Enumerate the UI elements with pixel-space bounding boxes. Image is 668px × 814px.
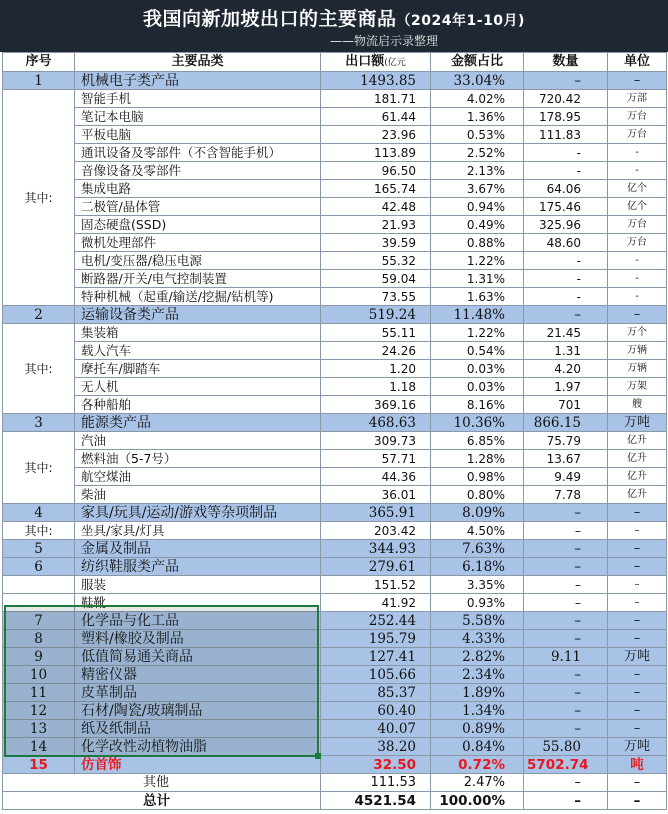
category-row (3, 666, 667, 684)
cell-name[interactable]: 柴油 (75, 486, 321, 504)
cell-name[interactable]: 低值简易通关商品 (75, 648, 321, 666)
cell-unit[interactable]: – (608, 72, 667, 90)
category-row (3, 684, 667, 702)
col-header-qty[interactable]: 数量 (524, 53, 608, 72)
cell-export[interactable]: 21.93 (321, 216, 431, 234)
cell-export[interactable]: 165.74 (321, 180, 431, 198)
cell-name[interactable]: 化学品与化工品 (75, 612, 321, 630)
cell-name[interactable]: 特种机械（起重/输送/挖掘/钻机等) (75, 288, 321, 306)
total-row (3, 792, 667, 810)
cell-share[interactable]: 8.09% (431, 504, 524, 522)
cell-export[interactable]: 365.91 (321, 504, 431, 522)
cell-unit[interactable]: 亿升 (608, 468, 667, 486)
cell-export[interactable]: 36.01 (321, 486, 431, 504)
sub-item-row (3, 468, 667, 486)
cell-share[interactable]: 7.63% (431, 540, 524, 558)
cell-qty[interactable]: – (524, 540, 608, 558)
cell-share[interactable]: 2.13% (431, 162, 524, 180)
cell-export[interactable]: 61.44 (321, 108, 431, 126)
cell-qty[interactable]: 178.95 (524, 108, 608, 126)
cell-unit[interactable]: - (608, 144, 667, 162)
cell-name[interactable]: 智能手机 (75, 90, 321, 108)
col-header-export[interactable]: 出口额(亿元 (321, 53, 431, 72)
cell-name[interactable]: 金属及制品 (75, 540, 321, 558)
sub-item-row (3, 378, 667, 396)
cell-no[interactable]: 6 (3, 558, 75, 576)
cell-unit[interactable]: 吨 (608, 756, 667, 774)
header-row (3, 53, 667, 72)
cell-qty[interactable]: – (524, 666, 608, 684)
cell-unit[interactable]: - (608, 252, 667, 270)
cell-name[interactable]: 皮革制品 (75, 684, 321, 702)
cell-unit[interactable]: – (608, 702, 667, 720)
sub-item-row (3, 396, 667, 414)
category-row (3, 738, 667, 756)
cell-no[interactable]: 8 (3, 630, 75, 648)
cell-export[interactable]: 59.04 (321, 270, 431, 288)
cell-name[interactable]: 摩托车/脚踏车 (75, 360, 321, 378)
cell-of-which[interactable]: 其中: (3, 324, 75, 414)
cell-export[interactable]: 195.79 (321, 630, 431, 648)
category-row (3, 648, 667, 666)
cell-unit[interactable]: 亿个 (608, 198, 667, 216)
cell-unit[interactable]: 万部 (608, 90, 667, 108)
cell-qty[interactable]: 1.97 (524, 378, 608, 396)
cell-qty[interactable]: 64.06 (524, 180, 608, 198)
cell-name[interactable]: 载人汽车 (75, 342, 321, 360)
cell-name[interactable]: 平板电脑 (75, 126, 321, 144)
category-row (3, 540, 667, 558)
category-row (3, 504, 667, 522)
cell-share[interactable]: 2.34% (431, 666, 524, 684)
cell-name[interactable]: 精密仪器 (75, 666, 321, 684)
cell-qty[interactable]: 48.60 (524, 234, 608, 252)
cell-unit[interactable]: – (608, 774, 667, 792)
sub-item-row (3, 180, 667, 198)
cell-share[interactable]: 0.93% (431, 594, 524, 612)
cell-name[interactable]: 纺织鞋服类产品 (75, 558, 321, 576)
cell-qty[interactable]: – (524, 792, 608, 810)
sub-item-row (3, 252, 667, 270)
cell-share[interactable]: 1.28% (431, 450, 524, 468)
cell-name[interactable]: 坐具/家具/灯具 (75, 522, 321, 540)
page-title: 我国向新加坡出口的主要商品（2024年1-10月) (143, 8, 525, 30)
cell-qty[interactable]: 9.49 (524, 468, 608, 486)
cell-export[interactable]: 151.52 (321, 576, 431, 594)
category-row (3, 720, 667, 738)
cell-unit[interactable]: – (608, 576, 667, 594)
cell-name[interactable]: 断路器/开关/电气控制装置 (75, 270, 321, 288)
cell-no[interactable]: 13 (3, 720, 75, 738)
cell-no[interactable]: 2 (3, 306, 75, 324)
cell-no[interactable]: 9 (3, 648, 75, 666)
cell-export[interactable]: 55.11 (321, 324, 431, 342)
sub-item-row (3, 198, 667, 216)
cell-unit[interactable]: – (608, 792, 667, 810)
cell-share[interactable]: 0.80% (431, 486, 524, 504)
cell-export[interactable]: 32.50 (321, 756, 431, 774)
cell-export[interactable]: 181.71 (321, 90, 431, 108)
cell-name[interactable]: 通讯设备及零部件（不含智能手机） (75, 144, 321, 162)
cell-export[interactable]: 519.24 (321, 306, 431, 324)
cell-qty[interactable]: 13.67 (524, 450, 608, 468)
cell-qty[interactable]: 720.42 (524, 90, 608, 108)
sub-item-row (3, 108, 667, 126)
cell-of-which[interactable]: 其中: (3, 90, 75, 306)
sub-item-row (3, 450, 667, 468)
cell-no[interactable]: 10 (3, 666, 75, 684)
cell-share[interactable]: 0.03% (431, 378, 524, 396)
cell-unit[interactable]: – (608, 594, 667, 612)
cell-export[interactable]: 55.32 (321, 252, 431, 270)
cell-share[interactable]: 1.31% (431, 270, 524, 288)
cell-unit[interactable]: – (608, 684, 667, 702)
cell-no[interactable]: 12 (3, 702, 75, 720)
cell-qty[interactable]: - (524, 162, 608, 180)
col-header-share[interactable]: 金额占比 (431, 53, 524, 72)
cell-no[interactable]: 1 (3, 72, 75, 90)
cell-qty[interactable]: – (524, 612, 608, 630)
cell-export[interactable]: 1.20 (321, 360, 431, 378)
cell-share[interactable]: 2.52% (431, 144, 524, 162)
cell-export[interactable]: 113.89 (321, 144, 431, 162)
cell-qty[interactable]: 701 (524, 396, 608, 414)
cell-share[interactable]: 11.48% (431, 306, 524, 324)
col-header-name[interactable]: 主要品类 (75, 53, 321, 72)
category-row (3, 630, 667, 648)
cell-share[interactable]: 0.84% (431, 738, 524, 756)
cell-qty[interactable]: – (524, 594, 608, 612)
cell-unit[interactable]: 亿升 (608, 432, 667, 450)
cell-no[interactable]: 其他 (3, 774, 321, 792)
cell-name[interactable]: 塑料/橡胶及制品 (75, 630, 321, 648)
cell-share[interactable]: 1.34% (431, 702, 524, 720)
cell-export[interactable]: 4521.54 (321, 792, 431, 810)
cell-export[interactable]: 279.61 (321, 558, 431, 576)
sub-item-row (3, 162, 667, 180)
title-period: （2024年1-10月) (396, 13, 525, 29)
cell-unit[interactable]: 万吨 (608, 738, 667, 756)
cell-no[interactable]: 14 (3, 738, 75, 756)
cell-name[interactable]: 微机处理部件 (75, 234, 321, 252)
cell-unit[interactable]: – (608, 630, 667, 648)
cell-qty[interactable]: – (524, 306, 608, 324)
cell-export[interactable]: 44.36 (321, 468, 431, 486)
cell-share[interactable]: 4.02% (431, 90, 524, 108)
cell-export[interactable]: 1.18 (321, 378, 431, 396)
cell-unit[interactable]: – (608, 504, 667, 522)
sub-item-row (3, 270, 667, 288)
cell-name[interactable]: 运输设备类产品 (75, 306, 321, 324)
sub-item-row (3, 288, 667, 306)
cell-export[interactable]: 41.92 (321, 594, 431, 612)
cell-qty[interactable]: – (524, 630, 608, 648)
cell-qty[interactable]: - (524, 252, 608, 270)
cell-share[interactable]: 1.89% (431, 684, 524, 702)
sub-item-row (3, 576, 667, 594)
cell-unit[interactable]: 亿个 (608, 180, 667, 198)
cell-unit[interactable]: 万台 (608, 108, 667, 126)
cell-qty[interactable]: 21.45 (524, 324, 608, 342)
cell-export[interactable]: 252.44 (321, 612, 431, 630)
cell-name[interactable]: 音像设备及零部件 (75, 162, 321, 180)
cell-unit[interactable]: – (608, 522, 667, 540)
cell-unit[interactable]: 万架 (608, 378, 667, 396)
cell-qty[interactable]: 5702.74 (524, 756, 608, 774)
sub-item-row (3, 522, 667, 540)
category-row (3, 414, 667, 432)
cell-export[interactable]: 57.71 (321, 450, 431, 468)
cell-share[interactable]: 0.94% (431, 198, 524, 216)
cell-no[interactable]: 5 (3, 540, 75, 558)
cell-total-label[interactable]: 总计 (3, 792, 321, 810)
category-row (3, 72, 667, 90)
cell-share[interactable]: 0.49% (431, 216, 524, 234)
cell-unit[interactable]: - (608, 288, 667, 306)
sub-item-row (3, 342, 667, 360)
cell-share[interactable]: 1.22% (431, 324, 524, 342)
cell-name[interactable]: 燃料油（5-7号） (75, 450, 321, 468)
cell-export[interactable]: 1493.85 (321, 72, 431, 90)
cell-qty[interactable]: – (524, 774, 608, 792)
cell-export[interactable]: 39.59 (321, 234, 431, 252)
cell-no[interactable] (3, 594, 75, 612)
cell-export[interactable]: 309.73 (321, 432, 431, 450)
cell-name[interactable]: 鞋靴 (75, 594, 321, 612)
cell-export[interactable]: 96.50 (321, 162, 431, 180)
cell-name[interactable]: 机械电子类产品 (75, 72, 321, 90)
cell-share[interactable]: 2.47% (431, 774, 524, 792)
sub-item-row (3, 144, 667, 162)
cell-qty[interactable]: 9.11 (524, 648, 608, 666)
cell-share[interactable]: 1.63% (431, 288, 524, 306)
cell-name[interactable]: 石材/陶瓷/玻璃制品 (75, 702, 321, 720)
cell-export[interactable]: 73.55 (321, 288, 431, 306)
cell-qty[interactable]: – (524, 720, 608, 738)
cell-name[interactable]: 集装箱 (75, 324, 321, 342)
cell-no[interactable]: 15 (3, 756, 75, 774)
cell-qty[interactable]: 111.83 (524, 126, 608, 144)
cell-export[interactable]: 24.26 (321, 342, 431, 360)
cell-name[interactable]: 服装 (75, 576, 321, 594)
cell-no[interactable]: 11 (3, 684, 75, 702)
cell-unit[interactable]: 万吨 (608, 648, 667, 666)
cell-qty[interactable]: – (524, 504, 608, 522)
cell-name[interactable]: 能源类产品 (75, 414, 321, 432)
category-row (3, 702, 667, 720)
sub-item-row (3, 126, 667, 144)
cell-name[interactable]: 二极管/晶体管 (75, 198, 321, 216)
cell-qty[interactable]: - (524, 288, 608, 306)
cell-unit[interactable]: - (608, 270, 667, 288)
category-row (3, 756, 667, 774)
sub-item-row (3, 594, 667, 612)
cell-name[interactable]: 家具/玩具/运动/游戏等杂项制品 (75, 504, 321, 522)
export-table (2, 52, 667, 810)
cell-unit[interactable]: 亿升 (608, 486, 667, 504)
cell-export[interactable]: 60.40 (321, 702, 431, 720)
cell-qty[interactable]: 55.80 (524, 738, 608, 756)
cell-export[interactable]: 23.96 (321, 126, 431, 144)
cell-unit[interactable]: – (608, 666, 667, 684)
cell-name[interactable]: 纸及纸制品 (75, 720, 321, 738)
cell-unit[interactable]: – (608, 720, 667, 738)
cell-share[interactable]: 6.18% (431, 558, 524, 576)
cell-unit[interactable]: 万吨 (608, 414, 667, 432)
cell-share[interactable]: 1.22% (431, 252, 524, 270)
cell-no[interactable] (3, 576, 75, 594)
cell-share[interactable]: 5.58% (431, 612, 524, 630)
cell-unit[interactable]: 亿升 (608, 450, 667, 468)
sub-item-row (3, 234, 667, 252)
cell-name[interactable]: 笔记本电脑 (75, 108, 321, 126)
cell-qty[interactable]: 4.20 (524, 360, 608, 378)
cell-unit[interactable]: 万辆 (608, 360, 667, 378)
cell-qty[interactable]: – (524, 72, 608, 90)
cell-unit[interactable]: - (608, 162, 667, 180)
cell-name[interactable]: 仿首饰 (75, 756, 321, 774)
cell-share[interactable]: 6.85% (431, 432, 524, 450)
cell-name[interactable]: 各种船舶 (75, 396, 321, 414)
col-header-unit[interactable]: 单位 (608, 53, 667, 72)
cell-qty[interactable]: 866.15 (524, 414, 608, 432)
cell-unit[interactable]: 万台 (608, 216, 667, 234)
cell-qty[interactable]: 75.79 (524, 432, 608, 450)
cell-qty[interactable]: 1.31 (524, 342, 608, 360)
cell-share[interactable]: 4.50% (431, 522, 524, 540)
cell-share[interactable]: 3.67% (431, 180, 524, 198)
cell-name[interactable]: 汽油 (75, 432, 321, 450)
cell-share[interactable]: 0.89% (431, 720, 524, 738)
subtitle: ——物流启示录整理 (329, 34, 438, 48)
cell-name[interactable]: 电机/变压器/稳压电源 (75, 252, 321, 270)
sub-item-row (3, 216, 667, 234)
cell-share[interactable]: 4.33% (431, 630, 524, 648)
cell-share[interactable]: 3.35% (431, 576, 524, 594)
cell-share[interactable]: 0.53% (431, 126, 524, 144)
cell-unit[interactable]: 万辆 (608, 342, 667, 360)
cell-name[interactable]: 航空煤油 (75, 468, 321, 486)
cell-name[interactable]: 集成电路 (75, 180, 321, 198)
cell-qty[interactable]: 325.96 (524, 216, 608, 234)
cell-share[interactable]: 2.82% (431, 648, 524, 666)
cell-share[interactable]: 0.03% (431, 360, 524, 378)
cell-qty[interactable]: - (524, 144, 608, 162)
cell-of-which[interactable]: 其中: (3, 432, 75, 504)
selection-fill-handle[interactable] (315, 753, 321, 759)
cell-export[interactable]: 85.37 (321, 684, 431, 702)
cell-export[interactable]: 105.66 (321, 666, 431, 684)
cell-share[interactable]: 0.54% (431, 342, 524, 360)
cell-no[interactable]: 4 (3, 504, 75, 522)
cell-share[interactable]: 100.00% (431, 792, 524, 810)
cell-export[interactable]: 38.20 (321, 738, 431, 756)
cell-qty[interactable]: – (524, 702, 608, 720)
cell-export[interactable]: 111.53 (321, 774, 431, 792)
cell-unit[interactable]: 万台 (608, 234, 667, 252)
sub-item-row (3, 324, 667, 342)
cell-unit[interactable]: 万台 (608, 126, 667, 144)
cell-share[interactable]: 1.36% (431, 108, 524, 126)
cell-unit[interactable]: – (608, 612, 667, 630)
cell-unit[interactable]: – (608, 540, 667, 558)
col-header-no[interactable]: 序号 (3, 53, 75, 72)
cell-of-which[interactable]: 其中: (3, 522, 75, 540)
cell-qty[interactable]: – (524, 558, 608, 576)
cell-name[interactable]: 无人机 (75, 378, 321, 396)
cell-no[interactable]: 7 (3, 612, 75, 630)
cell-share[interactable]: 0.88% (431, 234, 524, 252)
cell-export[interactable]: 369.16 (321, 396, 431, 414)
cell-qty[interactable]: – (524, 684, 608, 702)
sub-item-row (3, 90, 667, 108)
other-row (3, 774, 667, 792)
title-banner (0, 0, 668, 52)
cell-qty[interactable]: – (524, 576, 608, 594)
cell-share[interactable]: 0.98% (431, 468, 524, 486)
cell-export[interactable]: 203.42 (321, 522, 431, 540)
cell-no[interactable]: 3 (3, 414, 75, 432)
cell-unit[interactable]: – (608, 306, 667, 324)
category-row (3, 306, 667, 324)
cell-share[interactable]: 10.36% (431, 414, 524, 432)
cell-export[interactable]: 40.07 (321, 720, 431, 738)
cell-unit[interactable]: – (608, 558, 667, 576)
category-row (3, 558, 667, 576)
category-row (3, 612, 667, 630)
cell-share[interactable]: 33.04% (431, 72, 524, 90)
cell-qty[interactable]: - (524, 270, 608, 288)
cell-name[interactable]: 固态硬盘(SSD) (75, 216, 321, 234)
cell-export[interactable]: 42.48 (321, 198, 431, 216)
cell-name[interactable]: 化学改性动植物油脂 (75, 738, 321, 756)
cell-unit[interactable]: 万个 (608, 324, 667, 342)
sub-item-row (3, 486, 667, 504)
cell-unit[interactable]: 艘 (608, 396, 667, 414)
cell-export[interactable]: 468.63 (321, 414, 431, 432)
cell-export[interactable]: 344.93 (321, 540, 431, 558)
cell-export[interactable]: 127.41 (321, 648, 431, 666)
cell-qty[interactable]: – (524, 522, 608, 540)
cell-share[interactable]: 8.16% (431, 396, 524, 414)
sub-item-row (3, 432, 667, 450)
sub-item-row (3, 360, 667, 378)
cell-qty[interactable]: 7.78 (524, 486, 608, 504)
cell-qty[interactable]: 175.46 (524, 198, 608, 216)
cell-share[interactable]: 0.72% (431, 756, 524, 774)
